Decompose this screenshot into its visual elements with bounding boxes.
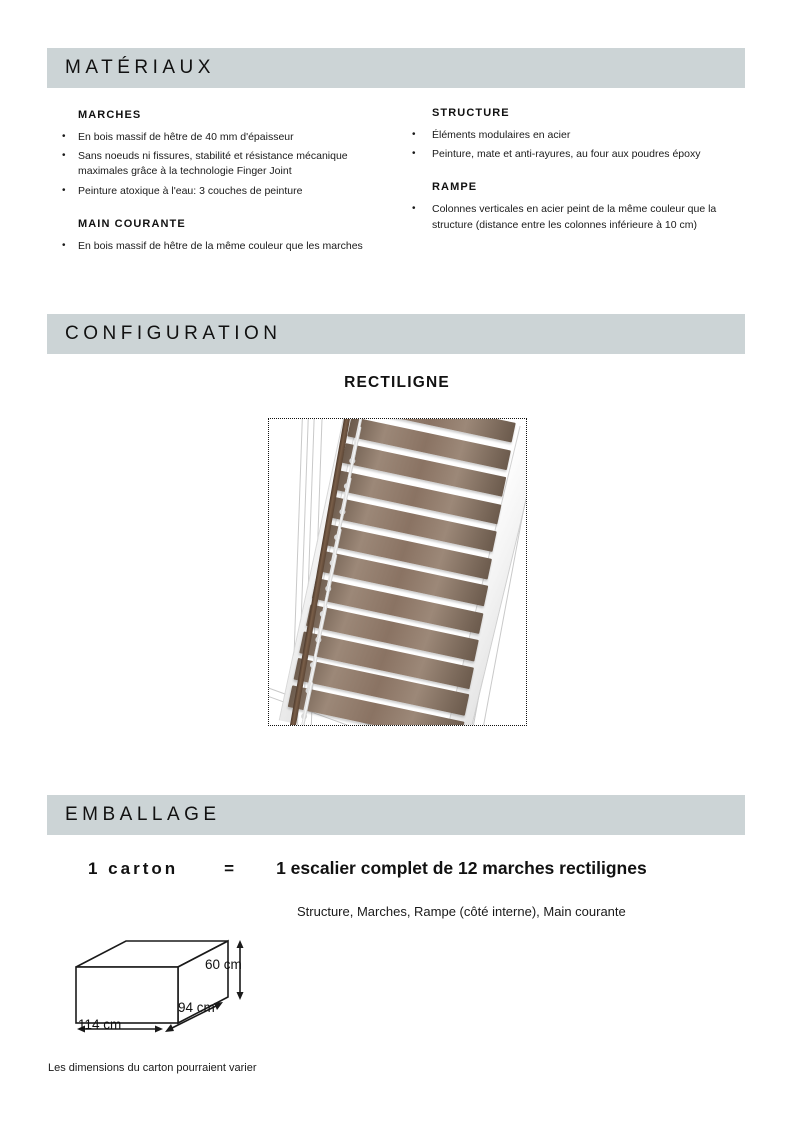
list-item-label: Peinture, mate et anti-rayures, au four aux poudres époxy <box>432 148 701 161</box>
group-title-marches: MARCHES <box>78 109 142 121</box>
bullet-list-structure <box>412 128 757 162</box>
tread-group <box>320 418 527 436</box>
group-title-rampe: RAMPE <box>432 181 478 194</box>
bullet-icon: • <box>412 128 416 140</box>
list-item <box>60 239 400 254</box>
staircase-render-image <box>269 419 527 726</box>
list-item <box>60 130 400 145</box>
carton-quantity-label: 1 carton <box>88 859 179 878</box>
list-item <box>412 202 757 232</box>
list-item <box>60 184 400 199</box>
bullet-icon: • <box>62 239 66 251</box>
list-item-label: Peinture atoxique à l'eau: 3 couches de peinture <box>78 184 303 197</box>
list-item <box>60 149 400 179</box>
group-title-main-courante: MAIN COURANTE <box>78 217 186 230</box>
section-title-emballage: EMBALLAGE <box>65 804 221 825</box>
list-item-label: En bois massif de hêtre de 40 mm d'épaisseur <box>78 130 294 143</box>
section-header-emballage <box>47 795 745 835</box>
dimension-label-depth: 94 cm <box>178 1000 215 1015</box>
footnote-text: Les dimensions du carton pourraient varier <box>48 1062 257 1074</box>
list-item <box>412 128 757 143</box>
equals-sign: = <box>224 859 235 878</box>
dimension-label-width: 114 cm <box>78 1017 122 1032</box>
list-item-label: Éléments modulaires en acier <box>432 128 571 141</box>
materials-right-column <box>412 106 757 237</box>
group-title-structure: STRUCTURE <box>432 107 510 119</box>
section-header-configuration <box>47 314 745 354</box>
bullet-icon: • <box>62 150 66 162</box>
bullet-list-rampe <box>412 202 757 232</box>
section-title-materiaux: MATÉRIAUX <box>65 57 215 78</box>
list-item <box>412 147 757 162</box>
bullet-list-main-courante <box>60 239 400 254</box>
bullet-icon: • <box>62 184 66 196</box>
materials-left-column <box>60 108 400 258</box>
configuration-subtitle: RECTILIGNE <box>344 374 450 391</box>
carton-contents-label: Structure, Marches, Rampe (côté interne), Main courante <box>297 904 626 919</box>
section-title-configuration: CONFIGURATION <box>65 323 282 344</box>
packaging-equation-row <box>88 858 647 879</box>
bullet-icon: • <box>412 148 416 160</box>
list-item-label: Colonnes verticales en acier peint de la même couleur que la structure (distance entre les colonnes inférieure à 10 cm) <box>432 203 717 231</box>
bullet-icon: • <box>62 130 66 142</box>
staircase-render-frame <box>268 418 527 726</box>
dimension-label-height: 60 cm <box>205 957 242 972</box>
carton-description-label: 1 escalier complet de 12 marches rectilignes <box>276 858 647 878</box>
carton-dimensions-figure <box>50 925 310 1045</box>
bullet-list-marches <box>60 130 400 199</box>
section-header-materiaux <box>47 48 745 88</box>
list-item-label: Sans noeuds ni fissures, stabilité et résistance mécanique maximales grâce à la technologie Finger Joint <box>78 150 348 178</box>
bullet-icon: • <box>412 203 416 215</box>
list-item-label: En bois massif de hêtre de la même couleur que les marches <box>78 239 363 252</box>
